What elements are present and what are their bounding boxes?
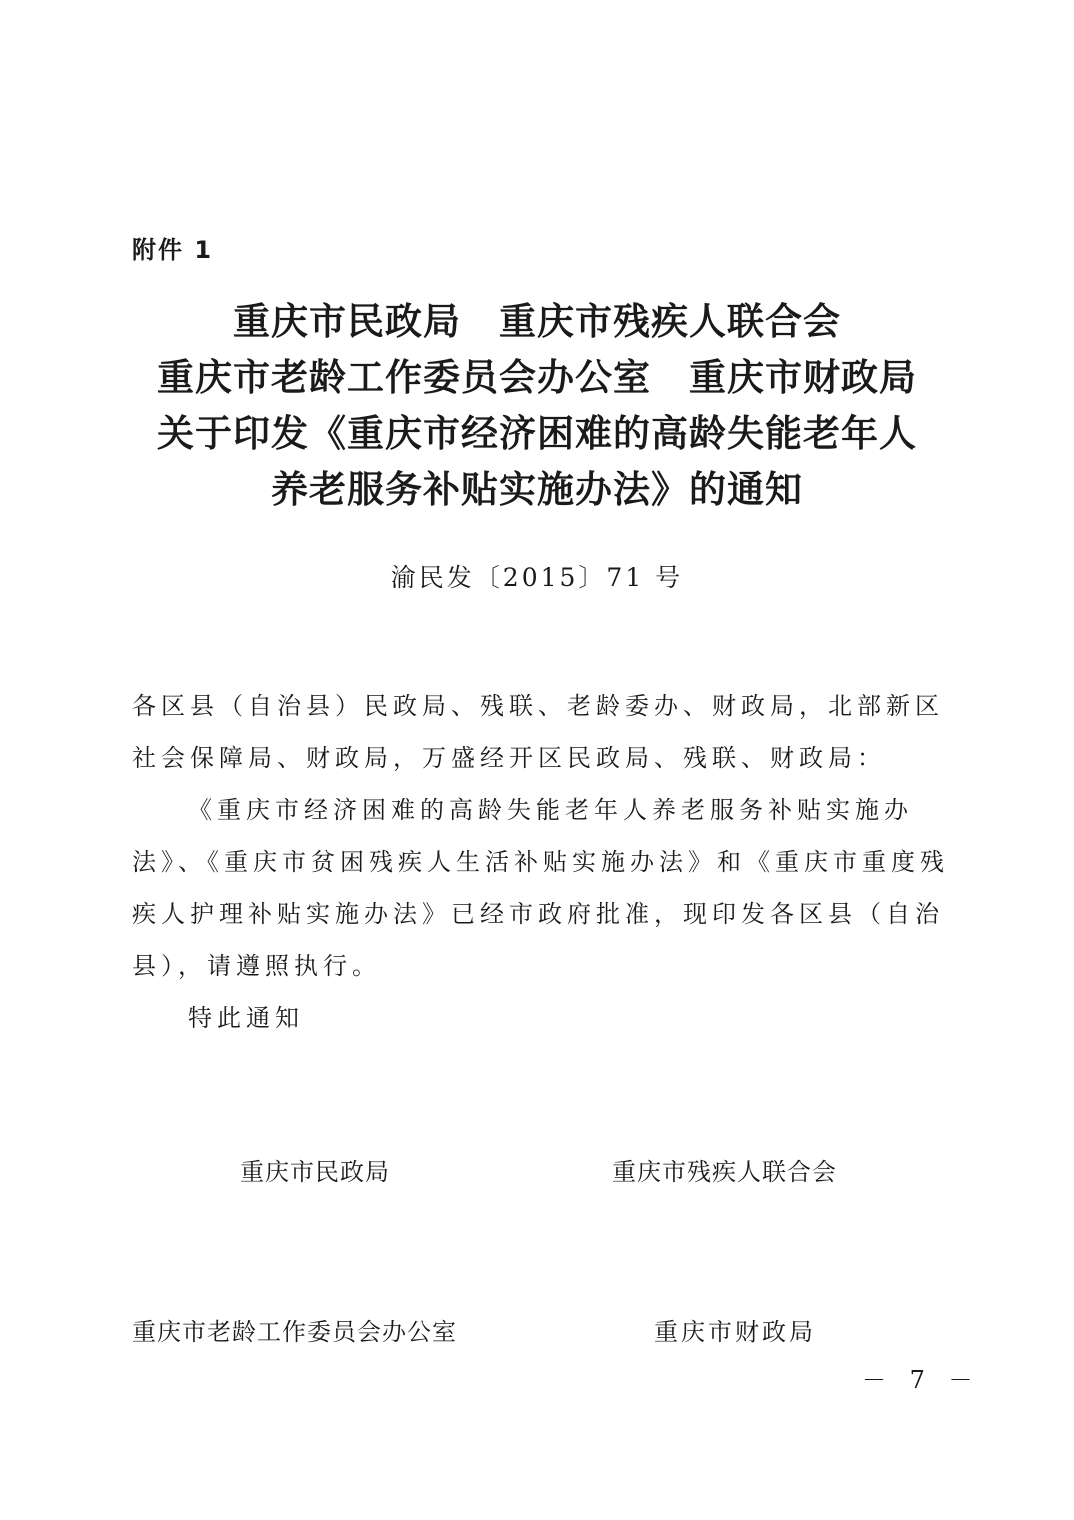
title-line-4: 养老服务补贴实施办法》的通知 <box>271 468 803 511</box>
addressee-line-2: 社会保障局、财政局，万盛经开区民政局、残联、财政局： <box>132 744 886 772</box>
attachment-label: 附件 1 <box>132 236 214 264</box>
signature-aging-committee: 重庆市老龄工作委员会办公室 <box>132 1318 457 1346</box>
body-line-3: 疾人护理补贴实施办法》已经市政府批准，现印发各区县（自治 <box>132 900 944 928</box>
document-number: 渝民发〔2015〕71 号 <box>390 563 684 592</box>
title-line-3: 关于印发《重庆市经济困难的高龄失能老年人 <box>157 412 917 455</box>
body-line-1: 《重庆市经济困难的高龄失能老年人养老服务补贴实施办 <box>188 796 913 824</box>
title-line-1: 重庆市民政局 重庆市残疾人联合会 <box>233 300 841 343</box>
title-line-2: 重庆市老龄工作委员会办公室 重庆市财政局 <box>157 356 917 399</box>
signature-disabled-federation: 重庆市残疾人联合会 <box>612 1158 837 1186</box>
document-body <box>132 680 949 1044</box>
body-line-2: 法》、《重庆市贫困残疾人生活补贴实施办法》和《重庆市重度残 <box>132 848 949 876</box>
addressee-line-1: 各区县（自治县）民政局、残联、老龄委办、财政局，北部新区 <box>132 692 944 720</box>
signature-civil-affairs: 重庆市民政局 <box>240 1158 390 1186</box>
body-line-4: 县），请遵照执行。 <box>132 952 381 980</box>
closing-line: 特此通知 <box>188 1004 304 1032</box>
signature-finance-bureau: 重庆市财政局 <box>654 1318 816 1346</box>
page-number: － 7 － <box>862 1366 981 1394</box>
document-title <box>80 294 994 518</box>
